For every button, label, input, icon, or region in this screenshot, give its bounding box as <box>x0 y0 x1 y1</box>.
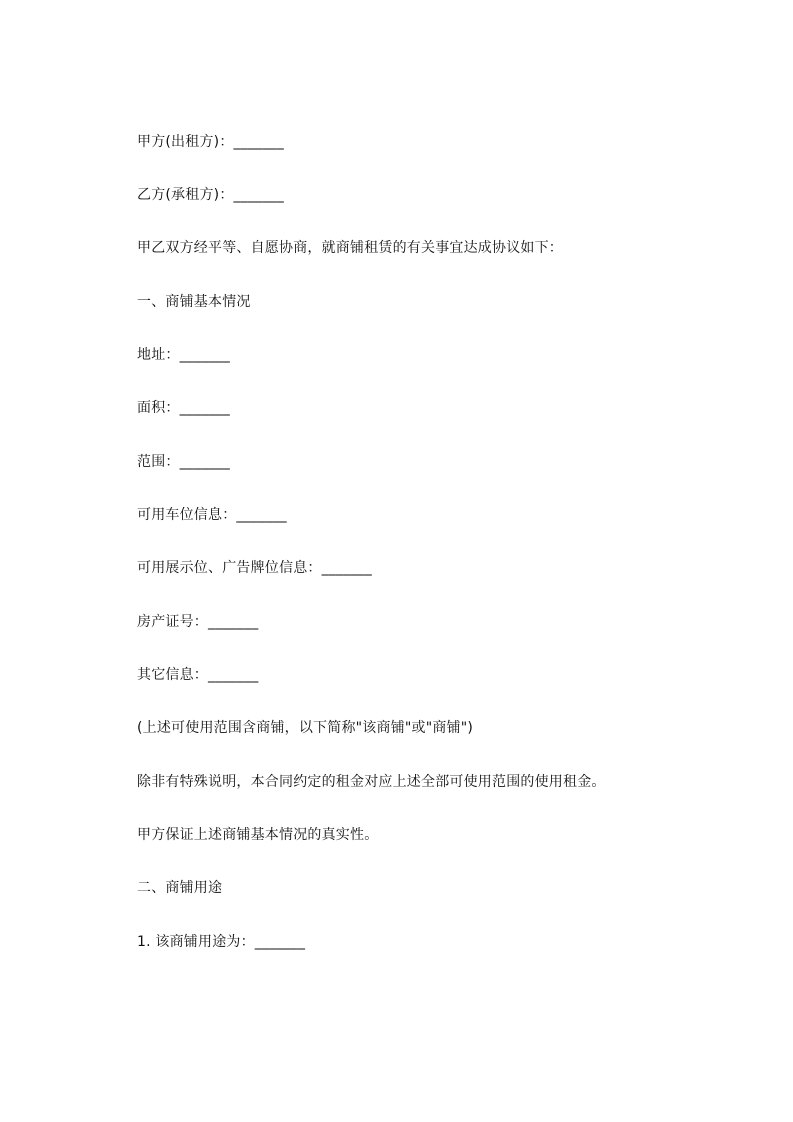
area-line: 面积：_______ <box>137 400 230 416</box>
parking-info-line: 可用车位信息：_______ <box>137 507 287 523</box>
scope-line: 范围：_______ <box>137 454 230 470</box>
authenticity-guarantee-line: 甲方保证上述商铺基本情况的真实性。 <box>137 827 379 843</box>
section-heading-shop-info: 一、商铺基本情况 <box>137 294 251 310</box>
property-certificate-line: 房产证号：_______ <box>137 614 259 630</box>
agreement-intro-line: 甲乙双方经平等、自愿协商，就商铺租赁的有关事宜达成协议如下： <box>137 240 563 256</box>
shop-use-line: 1. 该商铺用途为：_______ <box>137 934 306 950</box>
other-info-line: 其它信息：_______ <box>137 667 259 683</box>
address-line: 地址：_______ <box>137 347 230 363</box>
lessee-party-line: 乙方(承租方)：_______ <box>137 187 284 203</box>
scope-note-line: (上述可使用范围含商铺，以下简称"该商铺"或"商铺") <box>137 720 474 736</box>
display-billboard-info-line: 可用展示位、广告牌位信息：_______ <box>137 560 372 576</box>
section-heading-shop-use: 二、商铺用途 <box>137 880 223 896</box>
lessor-party-line: 甲方(出租方)：_______ <box>137 134 284 150</box>
rent-clause-line: 除非有特殊说明，本合同约定的租金对应上述全部可使用范围的使用租金。 <box>137 774 606 790</box>
